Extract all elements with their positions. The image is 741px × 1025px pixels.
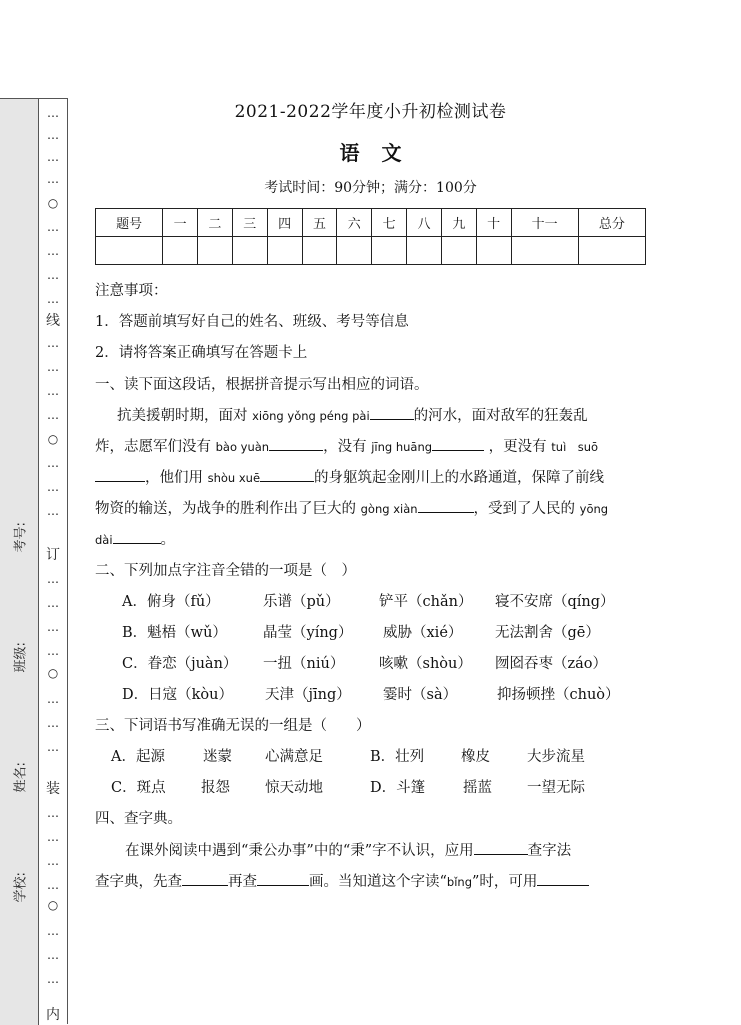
passage-text: ，更没有 <box>484 439 552 455</box>
answer-blank[interactable] <box>537 871 589 886</box>
dots: … <box>47 480 59 494</box>
dots: … <box>47 924 59 938</box>
option-b-4: 无法割舍（gē） <box>495 625 600 641</box>
score-value-cell[interactable] <box>302 237 337 265</box>
dots: … <box>47 268 59 282</box>
subject-title: 语文 <box>339 141 424 165</box>
score-header-cell: 六 <box>337 209 372 237</box>
score-value-cell[interactable] <box>198 237 233 265</box>
section1-line-3 <box>95 466 604 487</box>
option-d-2: 天津（jīng） <box>265 687 351 703</box>
nei-mark: 内 <box>46 1007 60 1023</box>
answer-blank[interactable] <box>432 436 484 451</box>
pinyin-hint: jīng huāng <box>371 440 433 454</box>
dots: … <box>47 830 59 844</box>
section1-line-1 <box>117 404 588 425</box>
option-a-word: 心满意足 <box>265 749 323 765</box>
note-item: 1．答题前填写好自己的姓名、班级、考号等信息 <box>95 314 409 330</box>
pinyin-hint: shòu xuē <box>207 471 261 485</box>
passage-text: 物资的输送，为战争的胜利作出了巨大的 <box>95 501 361 517</box>
question-text: 查字典，先查 <box>95 874 182 890</box>
score-table-header-row <box>96 209 646 237</box>
dots: … <box>47 150 59 164</box>
score-header-cell: 十一 <box>511 209 578 237</box>
dots: … <box>47 716 59 730</box>
option-d[interactable]: D．斗篷 <box>370 780 426 796</box>
dots: … <box>47 692 59 706</box>
dots: … <box>47 504 59 518</box>
question-text: 在课外阅读中遇到“秉公办事”中的“秉”字不认识，应用 <box>125 843 474 859</box>
option-d-word: 一望无际 <box>527 780 585 796</box>
answer-blank[interactable] <box>370 405 414 420</box>
score-header-cell: 题号 <box>96 209 163 237</box>
answer-blank[interactable] <box>269 436 323 451</box>
notes-title: 注意事项： <box>95 283 168 299</box>
ding-mark: 订 <box>46 547 60 563</box>
section4-line-1 <box>125 839 571 860</box>
pinyin-hint: gòng xiàn <box>360 502 418 516</box>
option-c-word: 报怨 <box>201 780 230 796</box>
section1-line-4 <box>95 497 608 518</box>
dots: … <box>47 596 59 610</box>
option-c-3: 咳嗽（shòu） <box>379 656 472 672</box>
pinyin-hint: bào yuàn <box>215 440 270 454</box>
pinyin-hint: bǐng <box>446 875 473 889</box>
dots: … <box>47 172 59 186</box>
score-value-cell[interactable] <box>578 237 645 265</box>
score-header-cell: 八 <box>407 209 442 237</box>
score-value-cell[interactable] <box>441 237 476 265</box>
answer-blank[interactable] <box>257 871 309 886</box>
section1-question: 一、读下面这段话，根据拼音提示写出相应的词语。 <box>95 377 429 393</box>
passage-text: 。 <box>160 532 176 548</box>
option-b-word: 大步流星 <box>527 749 585 765</box>
answer-blank[interactable] <box>418 498 474 513</box>
option-a-2: 乐谱（pǔ） <box>263 594 340 610</box>
score-value-cell[interactable] <box>337 237 372 265</box>
score-table <box>95 208 646 265</box>
number-label: 考号: <box>13 522 29 553</box>
option-a-3: 铲平（chǎn） <box>379 594 473 610</box>
dots: … <box>47 972 59 986</box>
circle-mark: ○ <box>47 898 59 912</box>
score-header-cell: 三 <box>232 209 267 237</box>
dots: … <box>47 220 59 234</box>
circle-mark: ○ <box>47 432 59 446</box>
score-value-cell[interactable] <box>96 237 163 265</box>
dots: … <box>47 948 59 962</box>
answer-blank[interactable] <box>113 529 161 544</box>
passage-text: 的河水，面对敌军的狂轰乱 <box>413 408 588 424</box>
pinyin-hint: dài <box>95 533 113 547</box>
section1-line-2 <box>95 435 598 456</box>
section4-question: 四、查字典。 <box>95 811 182 827</box>
pinyin-hint: yōng <box>579 502 609 516</box>
question-text: 查字法 <box>527 843 572 859</box>
dots: … <box>47 336 59 350</box>
dots: … <box>47 292 59 306</box>
option-b-1[interactable]: B．魁梧（wǔ） <box>122 625 227 641</box>
dots: … <box>47 106 59 120</box>
score-header-cell: 总分 <box>578 209 645 237</box>
score-header-cell: 一 <box>163 209 198 237</box>
passage-text: 炸，志愿军们没有 <box>95 439 216 455</box>
pinyin-hint: tuì suō <box>551 440 599 454</box>
option-d-4: 抑扬顿挫（chuò） <box>497 687 620 703</box>
dots: … <box>47 644 59 658</box>
dots: … <box>47 128 59 142</box>
score-value-cell[interactable] <box>372 237 407 265</box>
option-b-3: 威胁（xié） <box>383 625 463 641</box>
dots: … <box>47 572 59 586</box>
section3-question: 三、下词语书写准确无误的一组是（ ） <box>95 718 371 734</box>
dots: … <box>47 360 59 374</box>
dots: … <box>47 456 59 470</box>
option-c[interactable]: C．斑点 <box>111 780 166 796</box>
binding-strip <box>0 98 68 1024</box>
option-c-word: 惊天动地 <box>265 780 323 796</box>
passage-text: 抗美援朝时期，面对 <box>117 408 253 424</box>
dots: … <box>47 878 59 892</box>
exam-info: 考试时间：90分钟；满分：100分 <box>264 180 477 196</box>
score-header-cell: 二 <box>198 209 233 237</box>
answer-blank[interactable] <box>260 467 314 482</box>
score-value-cell[interactable] <box>511 237 578 265</box>
score-header-cell: 七 <box>372 209 407 237</box>
passage-text: ，受到了人民的 <box>473 501 580 517</box>
score-value-cell[interactable] <box>267 237 302 265</box>
zhuang-mark: 装 <box>46 781 60 797</box>
score-value-cell[interactable] <box>407 237 442 265</box>
score-header-cell: 五 <box>302 209 337 237</box>
section4-line-2 <box>95 870 589 891</box>
question-text: 再查 <box>228 874 257 890</box>
answer-blank[interactable] <box>182 871 228 886</box>
option-a-4: 寝不安席（qíng） <box>495 594 615 610</box>
option-d-1[interactable]: D．日寇（kòu） <box>122 687 233 703</box>
line-mark: 线 <box>46 313 60 329</box>
note-item: 2．请将答案正确填写在答题卡上 <box>95 345 308 361</box>
circle-mark: ○ <box>47 196 59 210</box>
option-d-word: 摇蓝 <box>463 780 492 796</box>
score-header-cell: 四 <box>267 209 302 237</box>
option-b[interactable]: B．壮列 <box>370 749 425 765</box>
pinyin-hint: xiōng yǒng péng pài <box>252 409 370 423</box>
option-a[interactable]: A．起源 <box>111 749 165 765</box>
option-b-2: 晶莹（yíng） <box>263 625 353 641</box>
score-value-cell[interactable] <box>232 237 267 265</box>
dots: … <box>47 408 59 422</box>
score-header-cell: 十 <box>476 209 511 237</box>
option-a-word: 迷蒙 <box>203 749 232 765</box>
passage-text: ，他们用 <box>145 470 208 486</box>
dots: … <box>47 806 59 820</box>
question-text: ”时，可用 <box>472 874 538 890</box>
class-label: 班级: <box>13 642 29 673</box>
binding-edge-line <box>67 98 68 1024</box>
score-header-cell: 九 <box>441 209 476 237</box>
dots: … <box>47 244 59 258</box>
passage-text: 的身躯筑起金刚川上的水路通道，保障了前线 <box>314 470 605 486</box>
dots: … <box>47 854 59 868</box>
option-a-1[interactable]: A．俯身（fǔ） <box>122 594 220 610</box>
exam-title: 2021-2022学年度小升初检测试卷 <box>234 102 507 122</box>
answer-blank[interactable] <box>95 467 145 482</box>
circle-mark: ○ <box>47 666 59 680</box>
question-text: 画。当知道这个字读“ <box>309 874 447 890</box>
option-c-4: 囫囵吞枣（záo） <box>495 656 608 672</box>
passage-text: ，没有 <box>323 439 372 455</box>
score-value-cell[interactable] <box>476 237 511 265</box>
score-value-cell[interactable] <box>163 237 198 265</box>
section1-line-5 <box>95 528 175 549</box>
dots: … <box>47 620 59 634</box>
option-d-3: 霎时（sà） <box>383 687 458 703</box>
answer-blank[interactable] <box>474 840 528 855</box>
score-table-value-row <box>96 237 646 265</box>
option-b-word: 橡皮 <box>461 749 490 765</box>
binding-dot-column <box>44 98 62 1024</box>
dots: … <box>47 740 59 754</box>
dots: … <box>47 384 59 398</box>
option-c-1[interactable]: C．眷恋（juàn） <box>122 656 238 672</box>
name-label: 姓名: <box>13 762 29 793</box>
option-c-2: 一扭（niú） <box>263 656 345 672</box>
school-label: 学校: <box>13 872 29 903</box>
section2-question: 二、下列加点字注音全错的一项是（ ） <box>95 563 356 579</box>
